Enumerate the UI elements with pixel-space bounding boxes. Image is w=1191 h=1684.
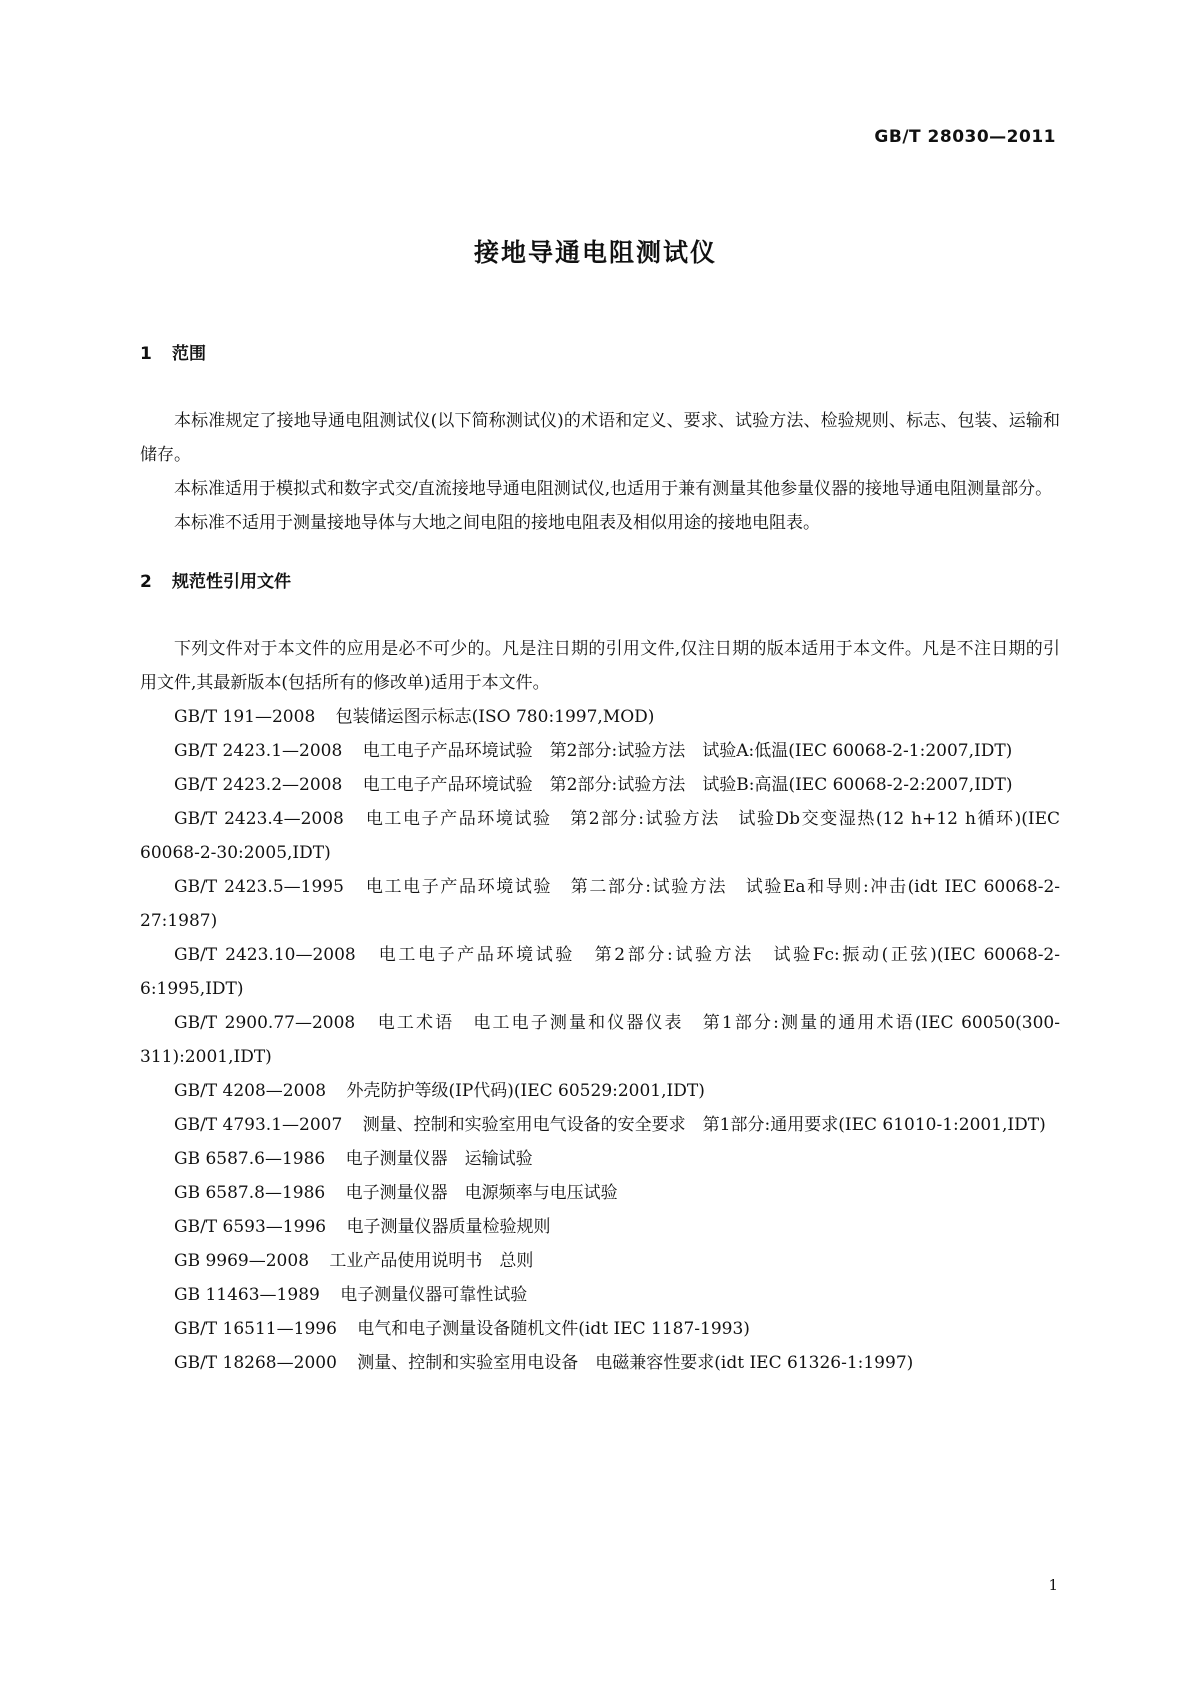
- reference-entry: [140, 870, 1060, 938]
- reference-list: [140, 700, 1060, 1380]
- reference-code: GB/T 6593—1996: [174, 1217, 327, 1237]
- section-number: 2: [140, 572, 152, 592]
- reference-code: GB/T 2900.77—2008: [174, 1013, 356, 1033]
- reference-title: 电气和电子测量设备随机文件(idt IEC 1187-1993): [357, 1319, 750, 1339]
- reference-code: GB/T 2423.2—2008: [174, 775, 343, 795]
- reference-title: 测量、控制和实验室用电设备 电磁兼容性要求(idt IEC 61326-1:1997): [357, 1353, 914, 1373]
- reference-title: 电子测量仪器质量检验规则: [346, 1217, 551, 1237]
- reference-code: GB 6587.6—1986: [174, 1149, 326, 1169]
- section-heading-scope: [140, 340, 1060, 368]
- reference-code: GB/T 16511—1996: [174, 1319, 337, 1339]
- reference-title: 电子测量仪器可靠性试验: [340, 1285, 528, 1305]
- reference-entry: [140, 768, 1060, 802]
- reference-code: GB 9969—2008: [174, 1251, 310, 1271]
- reference-code: GB/T 4793.1—2007: [174, 1115, 343, 1135]
- reference-entry: [140, 1346, 1060, 1380]
- paragraph: 下列文件对于本文件的应用是必不可少的。凡是注日期的引用文件,仅注日期的版本适用于本文件。凡是不注日期的引用文件,其最新版本(包括所有的修改单)适用于本文件。: [140, 639, 1060, 693]
- reference-code: GB/T 2423.10—2008: [174, 945, 356, 965]
- document-title: 接地导通电阻测试仪: [473, 238, 717, 267]
- reference-code: GB/T 191—2008: [174, 707, 316, 727]
- reference-code: GB/T 2423.5—1995: [174, 877, 344, 897]
- reference-entry: [140, 1244, 1060, 1278]
- page-number: 1: [1048, 1576, 1058, 1594]
- reference-code: GB/T 2423.1—2008: [174, 741, 343, 761]
- reference-title: 电工电子产品环境试验 第2部分:试验方法 试验Fc:振动(正弦)(IEC 60068-2-6:1995,IDT): [140, 945, 1060, 999]
- reference-code: GB/T 18268—2000: [174, 1353, 337, 1373]
- reference-title: 电工电子产品环境试验 第二部分:试验方法 试验Ea和导则:冲击(idt IEC 60068-2-27:1987): [140, 877, 1060, 931]
- reference-entry: [140, 1142, 1060, 1176]
- reference-entry: [140, 1006, 1060, 1074]
- reference-title: 电工电子产品环境试验 第2部分:试验方法 试验A:低温(IEC 60068-2-1:2007,IDT): [362, 741, 1013, 761]
- reference-title: 外壳防护等级(IP代码)(IEC 60529:2001,IDT): [346, 1081, 705, 1101]
- document-body: [140, 340, 1060, 1380]
- reference-code: GB/T 4208—2008: [174, 1081, 327, 1101]
- section-heading-normative-references: [140, 568, 1060, 596]
- reference-title: 电子测量仪器 电源频率与电压试验: [345, 1183, 618, 1203]
- reference-entry: [140, 1176, 1060, 1210]
- reference-code: GB 11463—1989: [174, 1285, 320, 1305]
- reference-entry: [140, 1074, 1060, 1108]
- reference-entry: [140, 1312, 1060, 1346]
- reference-entry: [140, 802, 1060, 870]
- reference-title: 电工术语 电工电子测量和仪器仪表 第1部分:测量的通用术语(IEC 60050(300-311):2001,IDT): [140, 1013, 1060, 1067]
- section-number: 1: [140, 344, 152, 364]
- reference-title: 包装储运图示标志(ISO 780:1997,MOD): [335, 707, 655, 727]
- paragraph: 本标准规定了接地导通电阻测试仪(以下简称测试仪)的术语和定义、要求、试验方法、检验规则、标志、包装、运输和储存。: [140, 411, 1060, 465]
- section-title: 规范性引用文件: [172, 572, 291, 592]
- reference-title: 电工电子产品环境试验 第2部分:试验方法 试验B:高温(IEC 60068-2-2:2007,IDT): [362, 775, 1013, 795]
- reference-title: 电工电子产品环境试验 第2部分:试验方法 试验Db交变湿热(12 h+12 h循环)(IEC 60068-2-30:2005,IDT): [140, 809, 1061, 863]
- reference-entry: [140, 1278, 1060, 1312]
- reference-entry: [140, 1108, 1060, 1142]
- paragraph: 本标准适用于模拟式和数字式交/直流接地导通电阻测试仪,也适用于兼有测量其他参量仪器的接地导通电阻测量部分。: [174, 479, 1053, 499]
- reference-entry: [140, 938, 1060, 1006]
- reference-code: GB/T 2423.4—2008: [174, 809, 344, 829]
- reference-code: GB 6587.8—1986: [174, 1183, 326, 1203]
- reference-title: 测量、控制和实验室用电气设备的安全要求 第1部分:通用要求(IEC 61010-1:2001,IDT): [362, 1115, 1046, 1135]
- reference-title: 电子测量仪器 运输试验: [345, 1149, 533, 1169]
- reference-entry: [140, 1210, 1060, 1244]
- paragraph: 本标准不适用于测量接地导体与大地之间电阻的接地电阻表及相似用途的接地电阻表。: [174, 513, 820, 533]
- reference-title: 工业产品使用说明书 总则: [329, 1251, 534, 1271]
- reference-entry: [140, 734, 1060, 768]
- reference-entry: [140, 700, 1060, 734]
- section-title: 范围: [172, 344, 206, 364]
- standard-number: GB/T 28030—2011: [874, 127, 1056, 147]
